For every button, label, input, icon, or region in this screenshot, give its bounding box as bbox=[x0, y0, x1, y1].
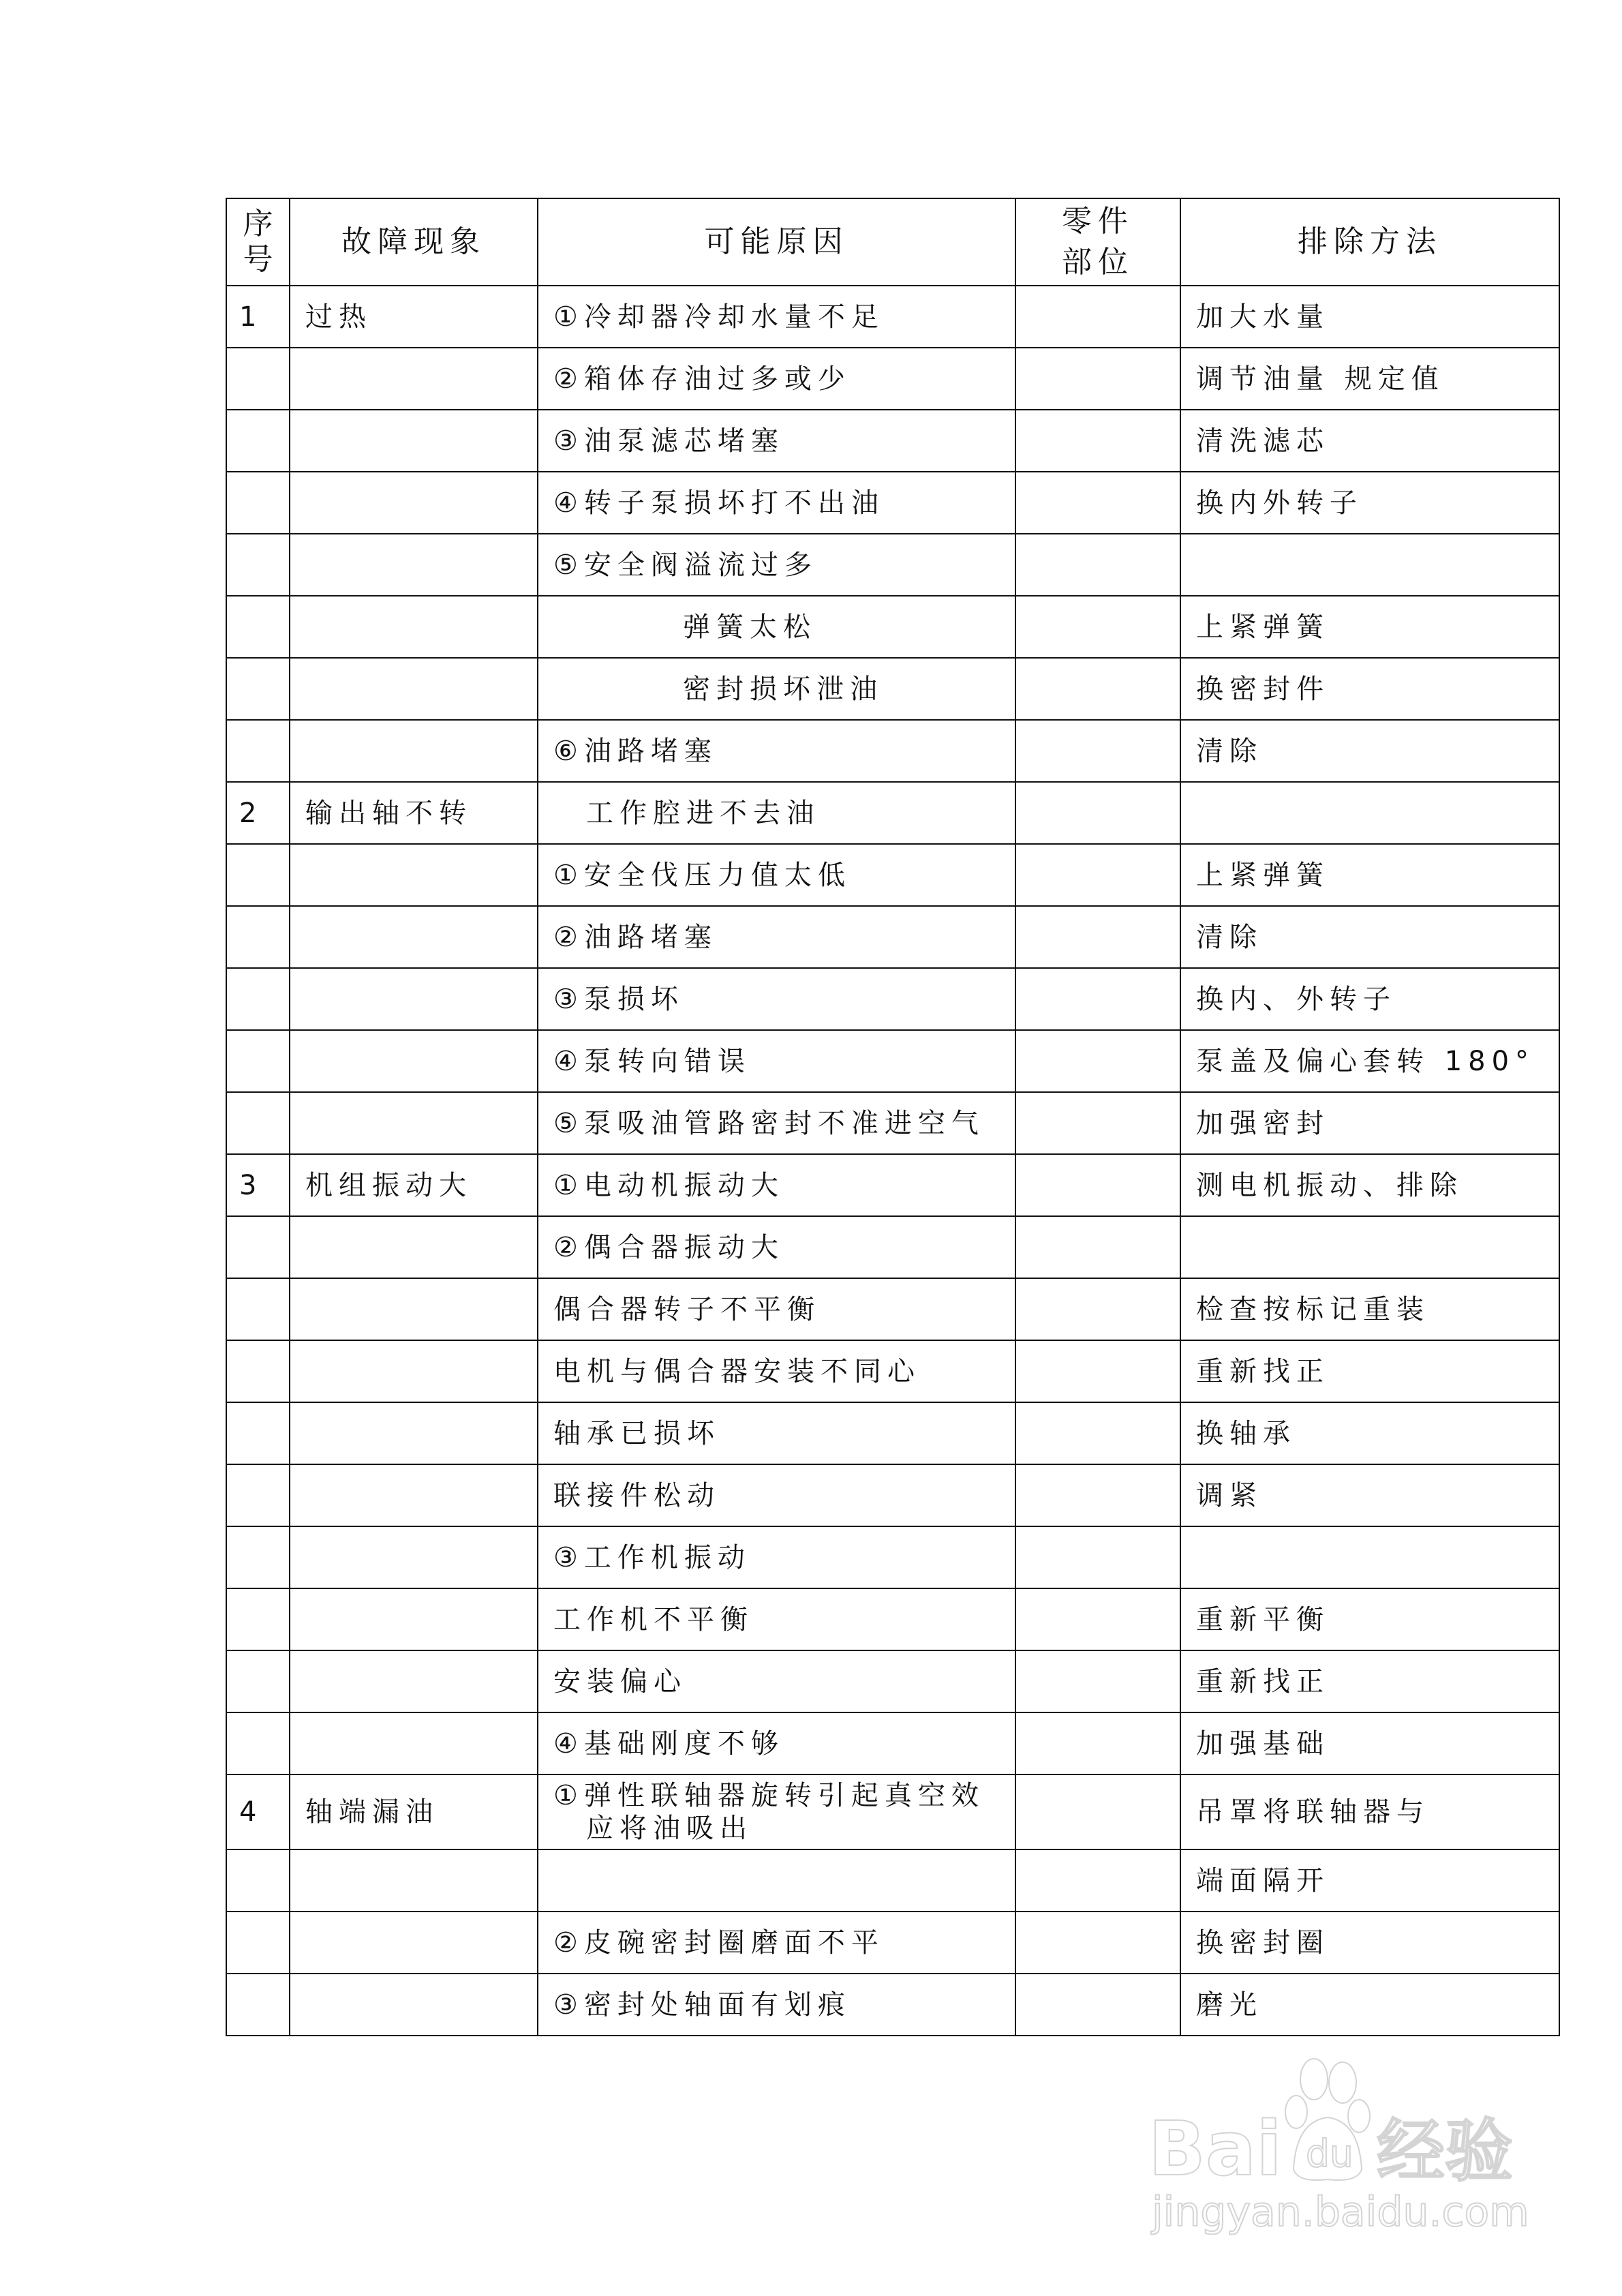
cell-part bbox=[1015, 658, 1180, 720]
cell-no bbox=[226, 1092, 290, 1154]
cell-remedy: 清洗滤芯 bbox=[1180, 410, 1559, 472]
cell-cause: ②偶合器振动大 bbox=[538, 1216, 1015, 1278]
cell-remedy: 上紧弹簧 bbox=[1180, 844, 1559, 906]
cell-symptom bbox=[290, 1912, 538, 1974]
cell-remedy bbox=[1180, 534, 1559, 596]
cell-remedy: 加大水量 bbox=[1180, 286, 1559, 348]
cell-part bbox=[1015, 348, 1180, 410]
cell-cause: 偶合器转子不平衡 bbox=[538, 1278, 1015, 1340]
cell-part bbox=[1015, 1974, 1180, 2036]
cell-cause: ①冷却器冷却水量不足 bbox=[538, 286, 1015, 348]
table-row bbox=[226, 1092, 1559, 1154]
cell-cause: ③工作机振动 bbox=[538, 1526, 1015, 1588]
cell-no bbox=[226, 1849, 290, 1912]
svg-text:经验: 经验 bbox=[1377, 2111, 1513, 2191]
cell-symptom bbox=[290, 1464, 538, 1526]
cell-cause: ②皮碗密封圈磨面不平 bbox=[538, 1912, 1015, 1974]
table-row bbox=[226, 1774, 1559, 1849]
cell-cause: 电机与偶合器安装不同心 bbox=[538, 1340, 1015, 1402]
cell-cause: ④转子泵损坏打不出油 bbox=[538, 472, 1015, 534]
cell-no bbox=[226, 968, 290, 1030]
cell-remedy: 换内、外转子 bbox=[1180, 968, 1559, 1030]
cell-symptom: 轴端漏油 bbox=[290, 1774, 538, 1849]
cell-cause: 密封损坏泄油 bbox=[538, 658, 1015, 720]
cell-symptom bbox=[290, 534, 538, 596]
cell-cause-line2: 应将油吸出 bbox=[586, 1813, 753, 1844]
cell-remedy: 清除 bbox=[1180, 720, 1559, 782]
header-row bbox=[226, 198, 1559, 286]
cell-no bbox=[226, 1402, 290, 1464]
cell-symptom bbox=[290, 1340, 538, 1402]
table-row bbox=[226, 1849, 1559, 1912]
cell-cause: ①安全伐压力值太低 bbox=[538, 844, 1015, 906]
table-row bbox=[226, 1464, 1559, 1526]
cell-cause: ③油泵滤芯堵塞 bbox=[538, 410, 1015, 472]
cell-no bbox=[226, 410, 290, 472]
table-row bbox=[226, 348, 1559, 410]
cell-symptom bbox=[290, 1650, 538, 1712]
svg-text:du: du bbox=[1306, 2132, 1353, 2175]
cell-no: 1 bbox=[226, 286, 290, 348]
table-row bbox=[226, 472, 1559, 534]
header-text-line: 序 bbox=[243, 207, 273, 241]
cell-remedy: 测电机振动、排除 bbox=[1180, 1154, 1559, 1216]
cell-cause: 工作机不平衡 bbox=[538, 1588, 1015, 1650]
header-cause: 可能原因 bbox=[538, 198, 1015, 286]
cell-cause: 联接件松动 bbox=[538, 1464, 1015, 1526]
cell-part bbox=[1015, 1650, 1180, 1712]
cell-cause: ⑤安全阀溢流过多 bbox=[538, 534, 1015, 596]
cell-symptom bbox=[290, 844, 538, 906]
cell-part bbox=[1015, 534, 1180, 596]
cell-no bbox=[226, 1464, 290, 1526]
cell-symptom bbox=[290, 1712, 538, 1774]
cell-cause: ②油路堵塞 bbox=[538, 906, 1015, 968]
cell-part bbox=[1015, 596, 1180, 658]
header-symptom: 故障现象 bbox=[290, 198, 538, 286]
cell-remedy: 上紧弹簧 bbox=[1180, 596, 1559, 658]
cell-no bbox=[226, 596, 290, 658]
cell-no: 3 bbox=[226, 1154, 290, 1216]
table-row bbox=[226, 1030, 1559, 1092]
svg-text:Bai: Bai bbox=[1148, 2105, 1282, 2192]
cell-part bbox=[1015, 1588, 1180, 1650]
header-remedy: 排除方法 bbox=[1180, 198, 1559, 286]
cell-symptom bbox=[290, 1588, 538, 1650]
cell-remedy: 加强基础 bbox=[1180, 1712, 1559, 1774]
cell-symptom bbox=[290, 968, 538, 1030]
cell-remedy: 端面隔开 bbox=[1180, 1849, 1559, 1912]
cell-remedy: 换内外转子 bbox=[1180, 472, 1559, 534]
cell-part bbox=[1015, 1526, 1180, 1588]
cell-cause: ①电动机振动大 bbox=[538, 1154, 1015, 1216]
cell-remedy: 加强密封 bbox=[1180, 1092, 1559, 1154]
cell-remedy: 调紧 bbox=[1180, 1464, 1559, 1526]
cell-no bbox=[226, 348, 290, 410]
cell-cause: 工作腔进不去油 bbox=[538, 782, 1015, 844]
cell-part bbox=[1015, 1030, 1180, 1092]
cell-remedy: 调节油量 规定值 bbox=[1180, 348, 1559, 410]
cell-cause: 轴承已损坏 bbox=[538, 1402, 1015, 1464]
cell-part bbox=[1015, 1340, 1180, 1402]
cell-no bbox=[226, 534, 290, 596]
cell-cause: ①弹性联轴器旋转引起真空效 应将油吸出 bbox=[538, 1774, 1015, 1849]
cell-no bbox=[226, 1526, 290, 1588]
table-row bbox=[226, 1526, 1559, 1588]
cell-symptom bbox=[290, 1030, 538, 1092]
cell-symptom bbox=[290, 658, 538, 720]
cell-remedy bbox=[1180, 1526, 1559, 1588]
cell-no: 2 bbox=[226, 782, 290, 844]
cell-symptom bbox=[290, 1974, 538, 2036]
table-row bbox=[226, 1588, 1559, 1650]
cell-symptom bbox=[290, 410, 538, 472]
cell-part bbox=[1015, 472, 1180, 534]
cell-part bbox=[1015, 720, 1180, 782]
cell-part bbox=[1015, 1774, 1180, 1849]
svg-text:jingyan.baidu.com: jingyan.baidu.com bbox=[1152, 2188, 1529, 2236]
cell-remedy: 换密封圈 bbox=[1180, 1912, 1559, 1974]
cell-remedy: 换轴承 bbox=[1180, 1402, 1559, 1464]
cell-part bbox=[1015, 1278, 1180, 1340]
table-row bbox=[226, 658, 1559, 720]
cell-symptom bbox=[290, 1092, 538, 1154]
cell-no bbox=[226, 658, 290, 720]
cell-no bbox=[226, 906, 290, 968]
cell-no bbox=[226, 720, 290, 782]
cell-part bbox=[1015, 1712, 1180, 1774]
cell-symptom bbox=[290, 1216, 538, 1278]
cell-part bbox=[1015, 1912, 1180, 1974]
header-no bbox=[226, 198, 290, 286]
cell-part bbox=[1015, 286, 1180, 348]
cell-no bbox=[226, 1650, 290, 1712]
cell-remedy bbox=[1180, 1216, 1559, 1278]
cell-cause: ③密封处轴面有划痕 bbox=[538, 1974, 1015, 2036]
cell-cause bbox=[538, 1849, 1015, 1912]
table-row bbox=[226, 1912, 1559, 1974]
table-row bbox=[226, 1154, 1559, 1216]
table-row bbox=[226, 968, 1559, 1030]
table-row bbox=[226, 534, 1559, 596]
cell-remedy bbox=[1180, 782, 1559, 844]
table-row bbox=[226, 1216, 1559, 1278]
cell-cause: 安装偏心 bbox=[538, 1650, 1015, 1712]
header-text-line: 部位 bbox=[1062, 245, 1134, 280]
cell-part bbox=[1015, 782, 1180, 844]
table-row bbox=[226, 1712, 1559, 1774]
cell-symptom bbox=[290, 1278, 538, 1340]
cell-symptom: 过热 bbox=[290, 286, 538, 348]
cell-remedy: 检查按标记重装 bbox=[1180, 1278, 1559, 1340]
cell-remedy: 泵盖及偏心套转 180° bbox=[1180, 1030, 1559, 1092]
table-row bbox=[226, 1650, 1559, 1712]
cell-part bbox=[1015, 1402, 1180, 1464]
cell-cause: ②箱体存油过多或少 bbox=[538, 348, 1015, 410]
table-row bbox=[226, 1278, 1559, 1340]
table-row bbox=[226, 1402, 1559, 1464]
fault-table bbox=[226, 198, 1560, 2036]
cell-remedy: 重新找正 bbox=[1180, 1340, 1559, 1402]
header-part bbox=[1015, 198, 1180, 286]
cell-symptom: 输出轴不转 bbox=[290, 782, 538, 844]
cell-symptom bbox=[290, 1402, 538, 1464]
header-text-line: 零件 bbox=[1062, 204, 1134, 239]
cell-remedy: 吊罩将联轴器与 bbox=[1180, 1774, 1559, 1849]
cell-no bbox=[226, 1278, 290, 1340]
cell-remedy: 清除 bbox=[1180, 906, 1559, 968]
cell-part bbox=[1015, 1216, 1180, 1278]
cell-cause: ⑥油路堵塞 bbox=[538, 720, 1015, 782]
cell-remedy: 重新找正 bbox=[1180, 1650, 1559, 1712]
table-row bbox=[226, 410, 1559, 472]
cell-no: 4 bbox=[226, 1774, 290, 1849]
header-text-line: 号 bbox=[243, 242, 273, 277]
cell-remedy: 换密封件 bbox=[1180, 658, 1559, 720]
cell-symptom bbox=[290, 1526, 538, 1588]
cell-cause: ④泵转向错误 bbox=[538, 1030, 1015, 1092]
cell-no bbox=[226, 1974, 290, 2036]
table-row bbox=[226, 844, 1559, 906]
baidu-jingyan-watermark bbox=[1145, 2052, 1554, 2236]
cell-symptom bbox=[290, 720, 538, 782]
cell-part bbox=[1015, 844, 1180, 906]
cell-part bbox=[1015, 1092, 1180, 1154]
table-row bbox=[226, 906, 1559, 968]
cell-symptom bbox=[290, 472, 538, 534]
cell-no bbox=[226, 1912, 290, 1974]
cell-symptom bbox=[290, 1849, 538, 1912]
cell-cause: ③泵损坏 bbox=[538, 968, 1015, 1030]
cell-part bbox=[1015, 1849, 1180, 1912]
cell-part bbox=[1015, 968, 1180, 1030]
cell-no bbox=[226, 1588, 290, 1650]
cell-symptom: 机组振动大 bbox=[290, 1154, 538, 1216]
cell-cause: ⑤泵吸油管路密封不准进空气 bbox=[538, 1092, 1015, 1154]
cell-cause: ④基础刚度不够 bbox=[538, 1712, 1015, 1774]
table-row bbox=[226, 596, 1559, 658]
table-row bbox=[226, 720, 1559, 782]
table-row bbox=[226, 782, 1559, 844]
cell-no bbox=[226, 1712, 290, 1774]
cell-cause: 弹簧太松 bbox=[538, 596, 1015, 658]
table-row bbox=[226, 286, 1559, 348]
cell-no bbox=[226, 472, 290, 534]
cell-symptom bbox=[290, 348, 538, 410]
cell-no bbox=[226, 1030, 290, 1092]
table-row bbox=[226, 1974, 1559, 2036]
cell-part bbox=[1015, 1464, 1180, 1526]
cell-no bbox=[226, 1340, 290, 1402]
cell-no bbox=[226, 844, 290, 906]
cell-remedy: 重新平衡 bbox=[1180, 1588, 1559, 1650]
cell-symptom bbox=[290, 596, 538, 658]
cell-no bbox=[226, 1216, 290, 1278]
cell-part bbox=[1015, 906, 1180, 968]
cell-remedy: 磨光 bbox=[1180, 1974, 1559, 2036]
cell-symptom bbox=[290, 906, 538, 968]
cell-part bbox=[1015, 410, 1180, 472]
cell-part bbox=[1015, 1154, 1180, 1216]
table-row bbox=[226, 1340, 1559, 1402]
